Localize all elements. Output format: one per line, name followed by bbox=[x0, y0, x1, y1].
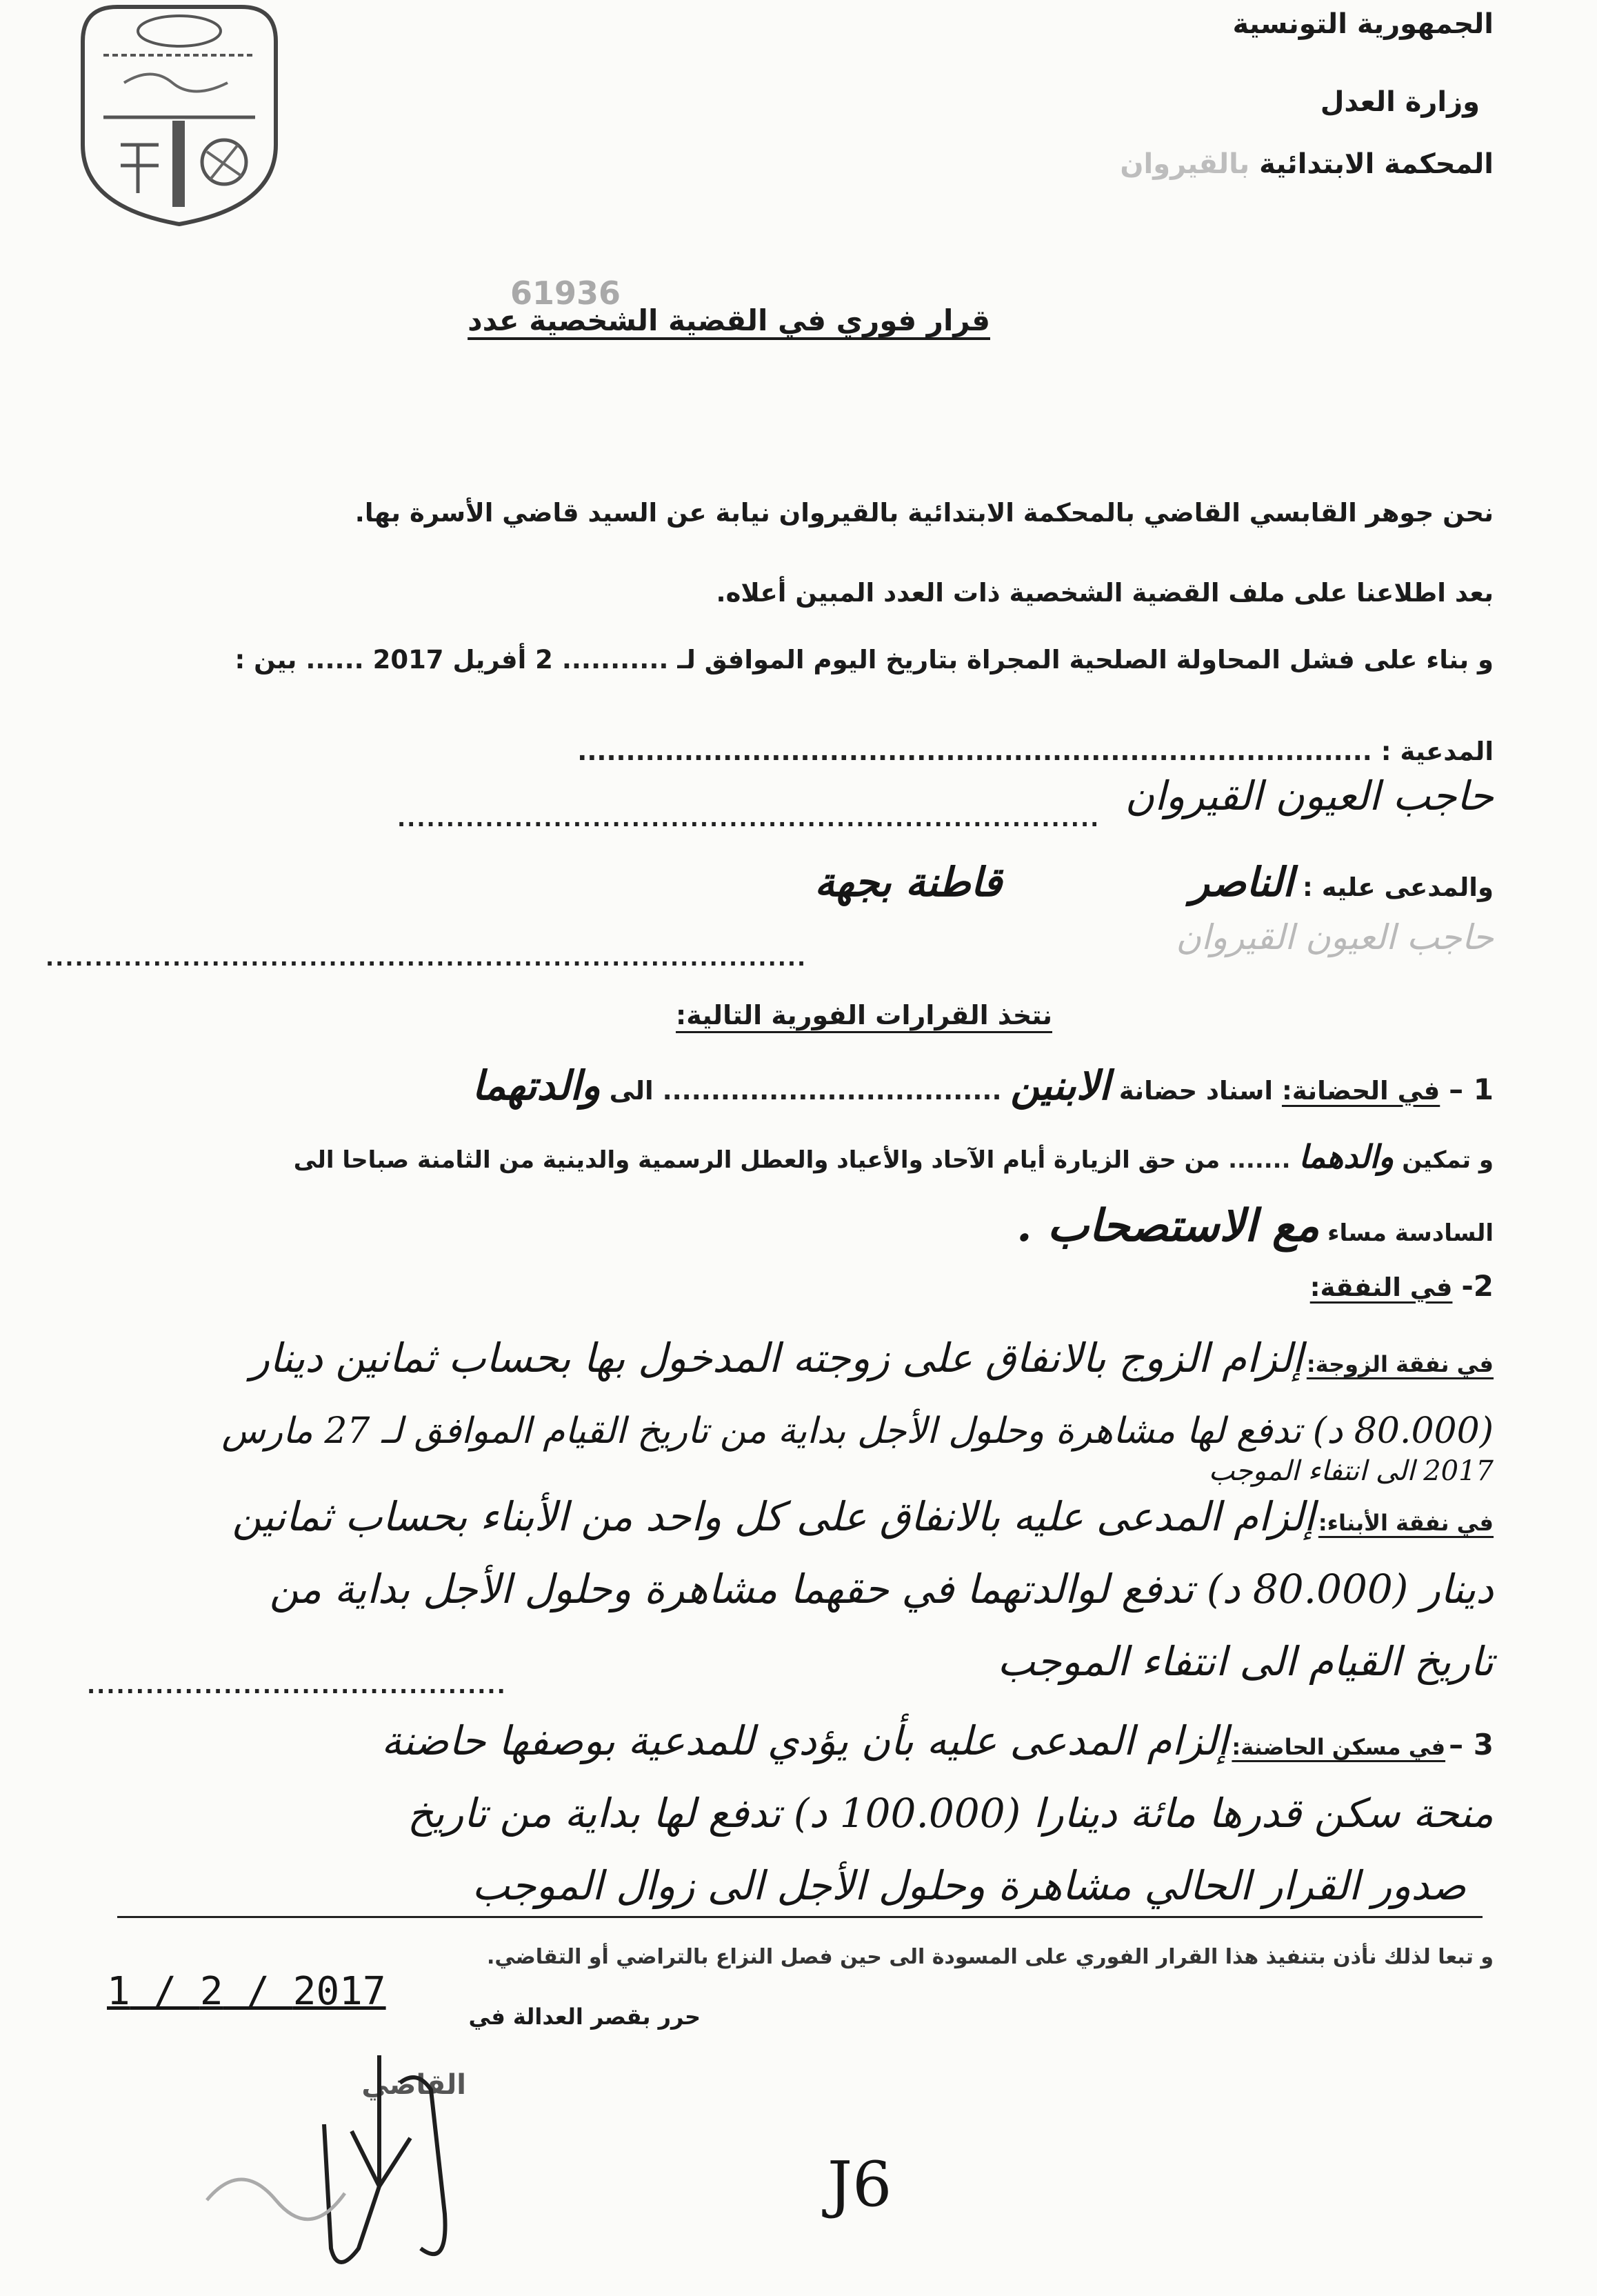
header-court bbox=[1120, 148, 1494, 180]
housing-text: إلزام المدعى عليه بأن يؤدي للمدعية بوصفها حاضنة bbox=[381, 1717, 1229, 1764]
defendant-label: والمدعى عليه : bbox=[1303, 872, 1494, 902]
section-1-line-1 bbox=[472, 1062, 1494, 1109]
plaintiff-line bbox=[577, 728, 1494, 768]
section-1-to: الى bbox=[609, 1076, 654, 1106]
judge-title: القاضي bbox=[361, 2069, 466, 2101]
wife-alimony-label: في نفقة الزوجة: bbox=[1306, 1351, 1494, 1377]
conciliation-date: 2 أفريل 2017 bbox=[372, 645, 553, 675]
header-ministry: وزارة العدل bbox=[1320, 86, 1480, 118]
section-3-line-1 bbox=[381, 1717, 1494, 1764]
section-3-label: في مسكن الحاضنة: bbox=[1232, 1734, 1446, 1760]
section-1-children: الابنين bbox=[1010, 1062, 1110, 1109]
section-2-number: 2- bbox=[1461, 1269, 1494, 1303]
dot-leader: .................................................................................. bbox=[577, 737, 1372, 766]
wife-alimony-line-3: 2017 الى انتفاء الموجب bbox=[1208, 1455, 1494, 1487]
children-alimony-end: تاريخ القيام الى انتفاء الموجب bbox=[997, 1638, 1494, 1685]
visitation-start: و تمكين bbox=[1402, 1146, 1494, 1174]
defendant-residence: قاطنة بجهة bbox=[814, 859, 1003, 906]
section-3-line-3: صدور القرار الحالي مشاهرة وحلول الأجل الى زوال الموجب bbox=[472, 1862, 1466, 1909]
section-1-line-2 bbox=[294, 1138, 1494, 1175]
wife-alimony-line-1 bbox=[250, 1335, 1494, 1381]
dot-leader: .............................................................................. bbox=[46, 945, 807, 971]
written-at-label: حرر بقصر العدالة في bbox=[468, 2004, 701, 2030]
tunisia-coat-of-arms-emblem bbox=[69, 0, 290, 228]
document-title: قرار فوري في القضية الشخصية عدد bbox=[468, 303, 990, 337]
dot-leader: ........................................................................ bbox=[397, 806, 1101, 832]
defendant-line bbox=[814, 859, 1494, 906]
header-court-main: المحكمة الابتدائية bbox=[1259, 148, 1494, 180]
wife-alimony-text: إلزام الزوج بالانفاق على زوجته المدخول بها بحساب ثمانين دينار bbox=[250, 1335, 1303, 1381]
case-number-stamp: 61936 bbox=[510, 274, 621, 312]
defendant-address-line bbox=[46, 917, 1494, 979]
section-2-heading bbox=[1310, 1269, 1494, 1303]
section-1-custodian: والدتهما bbox=[472, 1062, 601, 1109]
paragraph-judge: نحن جوهر القابسي القاضي بالمحكمة الابتدائية بالقيروان نيابة عن السيد قاضي الأسرة بها. bbox=[354, 498, 1494, 528]
plaintiff-label: المدعية : bbox=[1380, 737, 1494, 766]
header-court-city: بالقيروان bbox=[1120, 148, 1250, 180]
closing-paragraph: و تبعا لذلك نأذن بتنفيذ هذا القرار الفوري على المسودة الى حين فصل النزاع بالتراضي أو التقاضي. bbox=[486, 1945, 1494, 1969]
section-1-number: 1 – bbox=[1449, 1072, 1494, 1106]
header-republic: الجمهورية التونسية bbox=[1232, 8, 1494, 40]
conciliation-between: بين : bbox=[234, 645, 297, 675]
section-1-line-3 bbox=[1016, 1200, 1494, 1252]
dot-leader: ................................... bbox=[662, 1076, 1002, 1106]
visitation-end: السادسة مساء bbox=[1327, 1219, 1494, 1247]
section-2-label: في النفقة: bbox=[1309, 1272, 1453, 1302]
visitation-text: من حق الزيارة أيام الآحاد والأعياد والعطل الرسمية والدينية من الثامنة صباحا الى bbox=[293, 1146, 1221, 1174]
children-alimony-text: إلزام المدعى عليه بالانفاق على كل واحد من الأبناء بحساب ثمانين bbox=[232, 1493, 1315, 1540]
section-3-line-2: منحة سكن قدرها مائة دينارا (100.000 د) تدفع لها بداية من تاريخ bbox=[407, 1790, 1494, 1837]
dot-leader: ...... bbox=[305, 645, 364, 675]
section-3-number: 3 – bbox=[1449, 1728, 1494, 1761]
visitation-accompaniment: مع الاستصحاب . bbox=[1016, 1200, 1320, 1252]
judge-signature bbox=[172, 2042, 483, 2290]
children-alimony-label: في نفقة الأبناء: bbox=[1318, 1510, 1494, 1536]
defendant-address: حاجب العيون القيروان bbox=[1176, 917, 1494, 957]
dot-leader: ........................................... bbox=[87, 1673, 507, 1699]
section-1-label: في الحضانة: bbox=[1281, 1076, 1440, 1106]
section-3-underline bbox=[117, 1916, 1483, 1918]
visitation-parent: والدهما bbox=[1298, 1138, 1394, 1175]
children-alimony-line-2: دينار (80.000 د) تدفع لوالدتهما في حقهما مشاهرة وحلول الأجل بداية من bbox=[269, 1566, 1494, 1613]
children-alimony-line-1 bbox=[232, 1493, 1494, 1540]
wife-alimony-line-2: (80.000 د) تدفع لها مشاهرة وحلول الأجل بداية من تاريخ القيام الموافق لـ 27 مارس bbox=[221, 1410, 1494, 1452]
dot-leader: ....... bbox=[1228, 1146, 1291, 1174]
decisions-heading: نتخذ القرارات الفورية التالية: bbox=[676, 1000, 1052, 1030]
paragraph-review: بعد اطلاعنا على ملف القضية الشخصية ذات العدد المبين أعلاه. bbox=[716, 578, 1494, 608]
plaintiff-address-line bbox=[397, 772, 1494, 835]
conciliation-text: و بناء على فشل المحاولة الصلحية المجراة بتاريخ اليوم الموافق لـ bbox=[677, 645, 1494, 675]
plaintiff-address: حاجب العيون القيروان bbox=[1125, 772, 1494, 819]
children-alimony-line-3 bbox=[87, 1638, 1494, 1700]
defendant-name: الناصر bbox=[1189, 859, 1294, 906]
handwritten-mark: J6 bbox=[827, 2148, 892, 2221]
decision-date: 2017 / 2 / 1 bbox=[107, 1969, 386, 2014]
dot-leader: ........... bbox=[561, 645, 669, 675]
paragraph-conciliation bbox=[234, 645, 1494, 675]
section-1-text: اسناد حضانة bbox=[1118, 1076, 1274, 1106]
